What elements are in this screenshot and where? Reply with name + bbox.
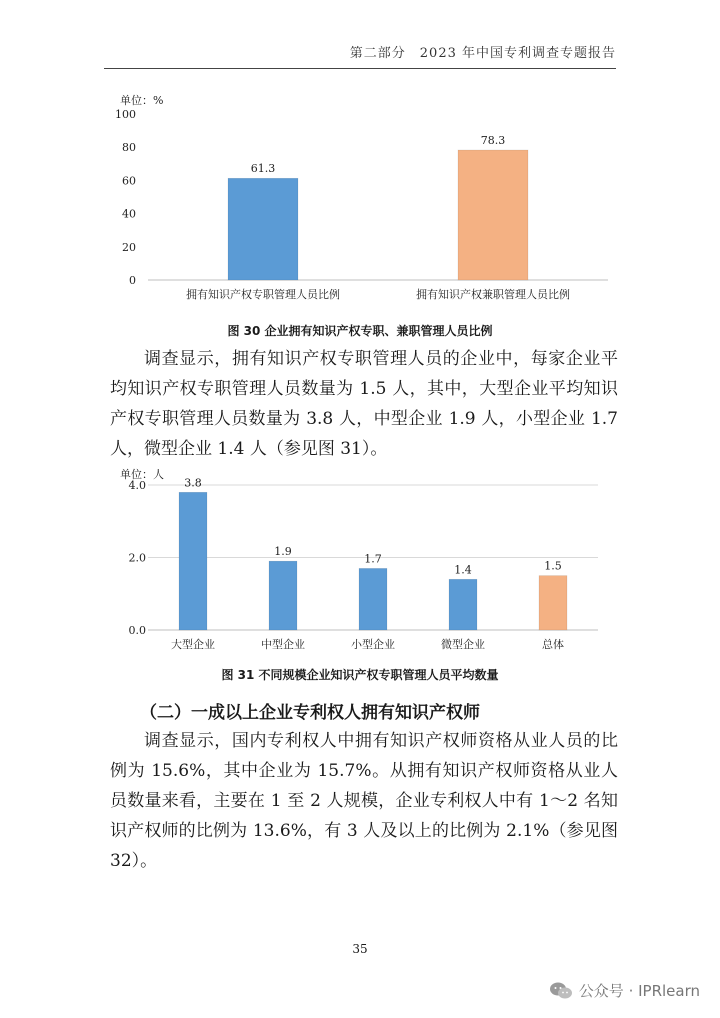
fig30-y-tick-label: 0	[129, 274, 136, 287]
fig30-y-tick-label: 20	[122, 240, 136, 254]
fig31-data-label-3: 1.7	[364, 552, 382, 566]
fig31-bar-4	[449, 579, 477, 630]
paragraph-2	[110, 726, 618, 876]
fig31-data-label-2: 1.9	[274, 545, 292, 559]
page-number: 35	[352, 942, 368, 956]
fig30-y-tick-label: 60	[122, 174, 136, 188]
watermark	[549, 980, 700, 1001]
fig31-bar-2	[269, 561, 297, 630]
fig31-bar-5	[539, 576, 567, 630]
fig30-x-tick-label-2: 拥有知识产权兼职管理人员比例	[416, 288, 570, 301]
watermark-text: 公众号 · IPRlearn	[578, 982, 700, 1000]
fig31-x-tick-label-2: 中型企业	[261, 638, 305, 651]
fig31-bar-3	[359, 568, 387, 630]
fig31-data-label-1: 3.8	[184, 476, 202, 490]
section-heading: （二）一成以上企业专利权人拥有知识产权师	[140, 703, 480, 723]
header-rule	[104, 68, 616, 69]
running-header: 第二部分 2023 年中国专利调查专题报告	[349, 46, 616, 61]
fig30-y-tick-label: 80	[122, 141, 136, 155]
fig30-bar-1	[228, 178, 298, 280]
fig30-x-tick-label-1: 拥有知识产权专职管理人员比例	[186, 288, 340, 301]
fig31-y-tick-label: 0.0	[128, 624, 146, 637]
fig30-data-label-2: 78.3	[480, 134, 506, 148]
fig31-y-tick-label: 2.0	[128, 551, 146, 565]
paragraph-1-text: 调查显示，拥有知识产权专职管理人员的企业中，每家企业平均知识产权专职管理人员数量为 1.5 人，其中，大型企业平均知识产权专职管理人员数量为 3.8 人，中型企业 1.9 人，小型企业 1.7 人，微型企业 1.4 人（参见图 31）。	[110, 349, 618, 459]
fig31-data-label-4: 1.4	[454, 563, 472, 577]
fig30-y-tick-label: 100	[115, 108, 136, 121]
fig31-bar-1	[179, 492, 207, 630]
fig31-x-tick-label-4: 微型企业	[441, 638, 485, 651]
figure-31-caption: 图 31 不同规模企业知识产权专职管理人员平均数量	[221, 668, 499, 682]
fig31-unit-label: 单位：人	[120, 468, 164, 481]
fig31-y-tick-label: 4.0	[128, 479, 146, 492]
paragraph-1	[110, 344, 618, 464]
paragraph-2-text: 调查显示，国内专利权人中拥有知识产权师资格从业人员的比例为 15.6%，其中企业为 15.7%。从拥有知识产权师资格从业人员数量来看，主要在 1 至 2 人规模，企业专利权人中有 1～2 名知识产权师的比例为 13.6%，有 3 人及以上的比例为 2.1%（参见图 32）。	[110, 731, 618, 871]
fig31-data-label-5: 1.5	[544, 559, 562, 573]
fig30-bar-2	[458, 150, 528, 280]
fig31-x-tick-label-1: 大型企业	[171, 638, 215, 651]
figure-31-chart	[0, 466, 720, 656]
figure-30-chart	[0, 88, 720, 308]
figure-30-caption: 图 30 企业拥有知识产权专职、兼职管理人员比例	[227, 324, 493, 338]
wechat-logo-icon	[549, 981, 573, 1001]
fig30-unit-label: 单位：%	[120, 94, 164, 107]
fig30-y-tick-label: 40	[122, 207, 136, 221]
fig31-x-tick-label-3: 小型企业	[351, 638, 395, 651]
fig31-x-tick-label-5: 总体	[542, 638, 564, 651]
fig30-data-label-1: 61.3	[250, 162, 276, 176]
